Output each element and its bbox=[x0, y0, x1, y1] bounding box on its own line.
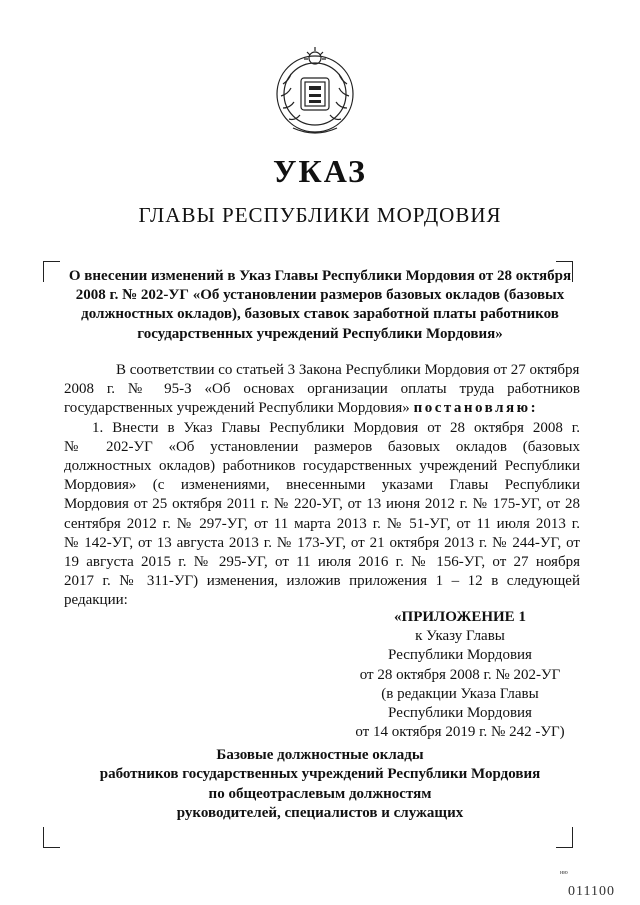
item-line: 1. Внести в Указ Главы Республики Мордовия от 28 октября 2008 г. bbox=[92, 419, 580, 436]
item-line: 2017 г. № 311-УГ) изменения, изложив приложения 1 – 12 в следующей bbox=[64, 573, 580, 590]
decree-heading bbox=[62, 267, 578, 344]
item-line: Мордовия» (с изменениями, внесенными указами Главы Республики bbox=[64, 477, 580, 494]
corner-mark-bottom-right bbox=[556, 827, 573, 848]
appendix-line: к Указу Главы bbox=[415, 628, 505, 645]
table-title-line: работников государственных учреждений Республики Мордовия bbox=[99, 766, 541, 783]
appendix-header bbox=[340, 608, 580, 742]
decree-body bbox=[64, 361, 580, 611]
preamble-line bbox=[64, 399, 580, 418]
heading-line: О внесении изменений в Указ Главы Республики Мордовия от 28 октября bbox=[68, 268, 572, 284]
table-title-line: Базовые должностные оклады bbox=[216, 747, 424, 763]
heading-line: должностных окладов), базовых ставок заработной платы работников bbox=[81, 306, 559, 323]
corner-mark-bottom-left bbox=[43, 827, 60, 848]
item-line: сентября 2012 г. № 297-УГ, от 11 марта 2013 г. № 51-УГ, от 11 июля 2013 г. bbox=[64, 515, 580, 532]
item-line: редакции: bbox=[64, 592, 128, 609]
item-line: Мордовия от 25 октября 2011 г. № 220-УГ, от 13 июня 2012 г. № 175-УГ, от 28 bbox=[64, 496, 580, 513]
appendix-line: «ПРИЛОЖЕНИЕ 1 bbox=[394, 609, 526, 625]
corner-mark-top-left bbox=[43, 261, 60, 282]
table-title-line: по общеотраслевым должностям bbox=[208, 785, 432, 802]
appendix-line: Республики Мордовия bbox=[388, 647, 532, 664]
appendix-line: от 28 октября 2008 г. № 202-УГ bbox=[359, 666, 561, 683]
document-subtitle: ГЛАВЫ РЕСПУБЛИКИ МОРДОВИЯ bbox=[138, 203, 502, 227]
heading-line: 2008 г. № 202-УГ «Об установлении размеров базовых окладов (базовых bbox=[75, 287, 565, 304]
item-line: № 142-УГ, от 13 августа 2013 г. № 173-УГ, от 21 октября 2013 г. № 244-УГ, от bbox=[64, 534, 580, 551]
table-title bbox=[0, 746, 640, 824]
preamble-text: государственных учреждений Республики Мордовия» bbox=[64, 400, 410, 417]
stamp-mark: ню bbox=[560, 870, 568, 876]
decree-word: постановляю: bbox=[413, 400, 539, 417]
item-line: должностных окладов) работников государственных учреждений Республики bbox=[64, 458, 580, 475]
coat-of-arms-icon bbox=[271, 44, 359, 138]
item-line: 19 августа 2015 г. № 295-УГ, от 11 июля 2016 г. № 156-УГ, от 27 ноября bbox=[64, 554, 580, 571]
preamble-line: В соответствии со статьей 3 Закона Республики Мордовия от 27 октября bbox=[116, 362, 580, 378]
document-title: УКАЗ bbox=[273, 153, 367, 189]
appendix-line: (в редакции Указа Главы bbox=[381, 685, 539, 702]
appendix-line: Республики Мордовия bbox=[388, 705, 532, 722]
preamble-line: 2008 г. № 95-З «Об основах организации оплаты труда работников bbox=[64, 381, 580, 398]
serial-number: 011100 bbox=[568, 884, 615, 899]
heading-line: государственных учреждений Республики Мордовия» bbox=[137, 325, 503, 342]
appendix-line: от 14 октября 2019 г. № 242 -УГ) bbox=[355, 724, 565, 741]
item-line: № 202-УГ «Об установлении размеров базовых окладов (базовых bbox=[64, 438, 580, 455]
table-title-line: руководителей, специалистов и служащих bbox=[176, 805, 464, 822]
